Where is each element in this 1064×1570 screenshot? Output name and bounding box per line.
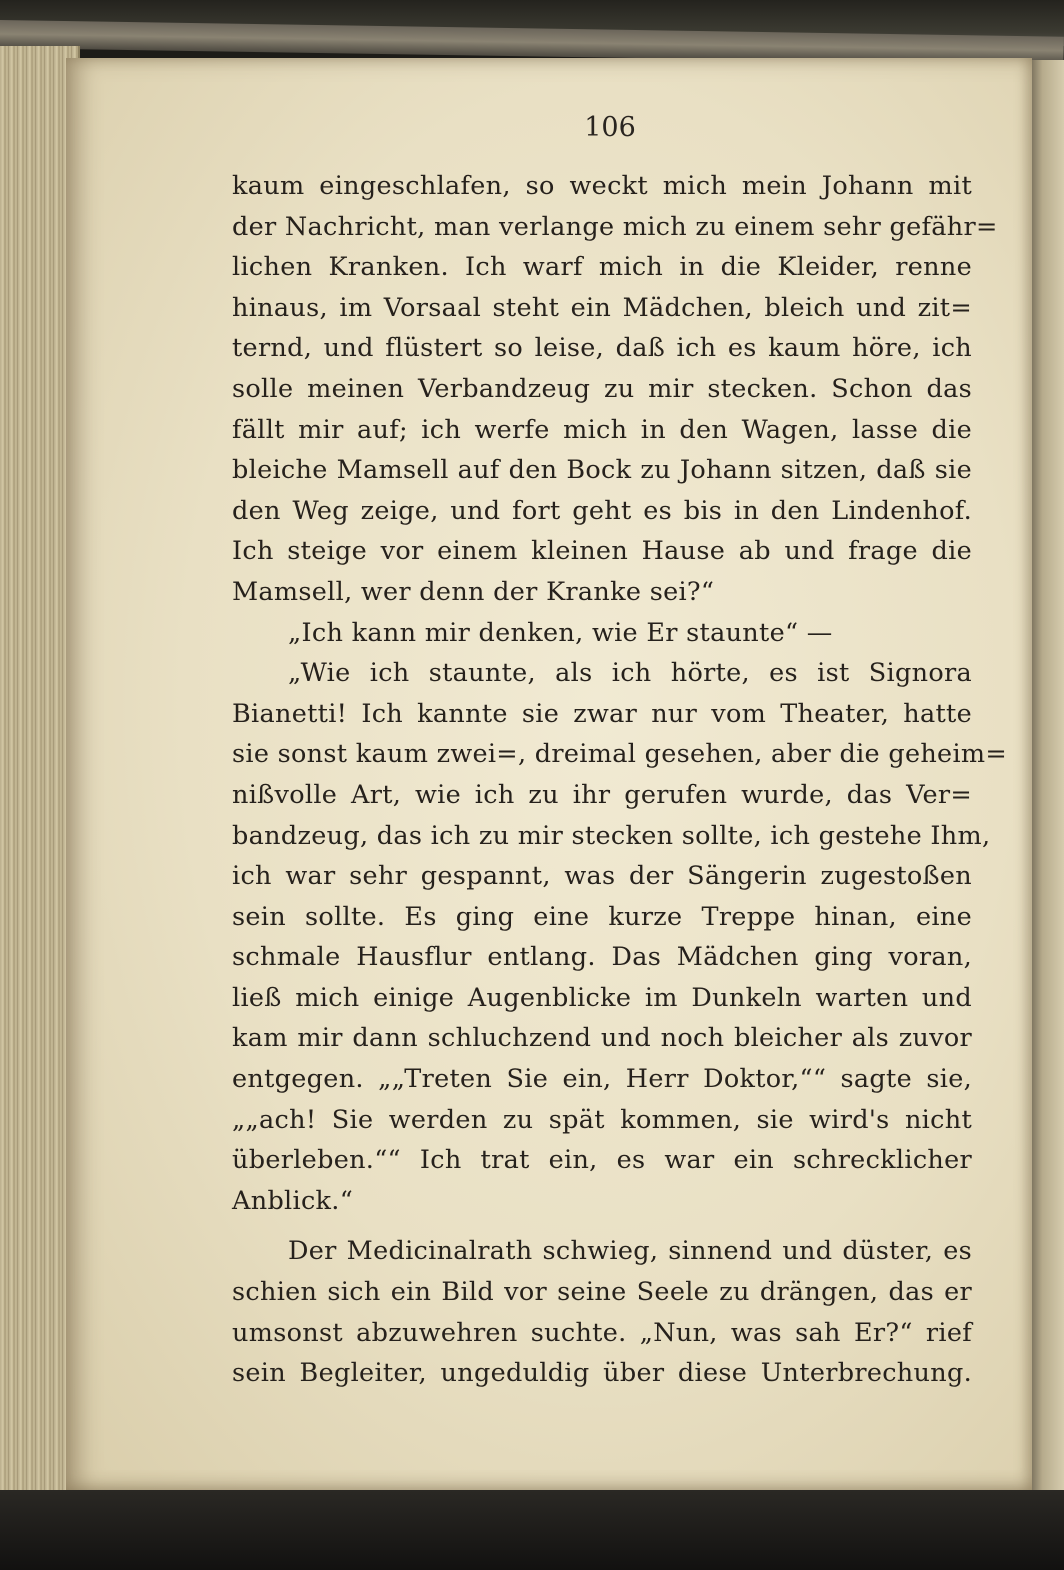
- text-line: kam mir dann schluchzend und noch bleicher als zuvor: [232, 1023, 972, 1054]
- text-line: sein sollte. Es ging eine kurze Treppe hinan, eine: [232, 901, 972, 932]
- text-line: überleben.““ Ich trat ein, es war ein schrecklicher: [232, 1145, 972, 1176]
- page-number: 106: [584, 112, 636, 143]
- text-line: entgegen. „„Treten Sie ein, Herr Doktor,““ sagte sie,: [232, 1064, 972, 1095]
- text-line: der Nachricht, man verlange mich zu einem sehr gefähr=: [232, 211, 998, 242]
- text-line: nißvolle Art, wie ich zu ihr gerufen wurde, das Ver=: [232, 779, 972, 810]
- text-line: Bianetti! Ich kannte sie zwar nur vom Theater, hatte: [232, 698, 972, 729]
- text-line: hinaus, im Vorsaal steht ein Mädchen, bleich und zit=: [232, 292, 972, 323]
- text-line: solle meinen Verbandzeug zu mir stecken. Schon das: [232, 373, 972, 404]
- text-line: „Wie ich staunte, als ich hörte, es ist Signora: [288, 658, 972, 689]
- text-line: sein Begleiter, ungeduldig über diese Unterbrechung.: [232, 1358, 972, 1389]
- text-line: Ich steige vor einem kleinen Hause ab und frage die: [232, 536, 972, 567]
- text-line: fällt mir auf; ich werfe mich in den Wagen, lasse die: [232, 414, 972, 445]
- text-line: sie sonst kaum zwei=, dreimal gesehen, aber die geheim=: [232, 739, 1008, 770]
- text-line: Anblick.“: [232, 1185, 354, 1216]
- book-cover-bottom: [0, 1490, 1064, 1570]
- text-line: ich war sehr gespannt, was der Sängerin zugestoßen: [232, 861, 972, 892]
- text-line: lichen Kranken. Ich warf mich in die Kleider, renne: [232, 252, 972, 283]
- text-line: „„ach! Sie werden zu spät kommen, sie wird's nicht: [232, 1104, 972, 1135]
- text-line: kaum eingeschlafen, so weckt mich mein Johann mit: [232, 171, 972, 201]
- text-line: Mamsell, wer denn der Kranke sei?“: [232, 576, 715, 607]
- text-line: „Ich kann mir denken, wie Er staunte“ —: [288, 617, 833, 648]
- text-line: ließ mich einige Augenblicke im Dunkeln warten und: [232, 982, 972, 1013]
- text-line: schmale Hausflur entlang. Das Mädchen ging voran,: [232, 942, 972, 973]
- facing-page-edge: [1028, 60, 1064, 1510]
- text-line: bandzeug, das ich zu mir stecken sollte, ich gestehe Ihm,: [232, 820, 991, 851]
- text-line: ternd, und flüstert so leise, daß ich es kaum höre, ich: [232, 333, 972, 364]
- text-line: bleiche Mamsell auf den Bock zu Johann sitzen, daß sie: [232, 455, 972, 486]
- body-text: [232, 166, 1008, 1394]
- text-line: schien sich ein Bild vor seine Seele zu drängen, das er: [232, 1277, 972, 1308]
- text-line: den Weg zeige, und fort geht es bis in den Lindenhof.: [232, 495, 972, 526]
- text-line: umsonst abzuwehren suchte. „Nun, was sah Er?“ rief: [232, 1317, 972, 1348]
- text-line: Der Medicinalrath schwieg, sinnend und düster, es: [288, 1236, 972, 1267]
